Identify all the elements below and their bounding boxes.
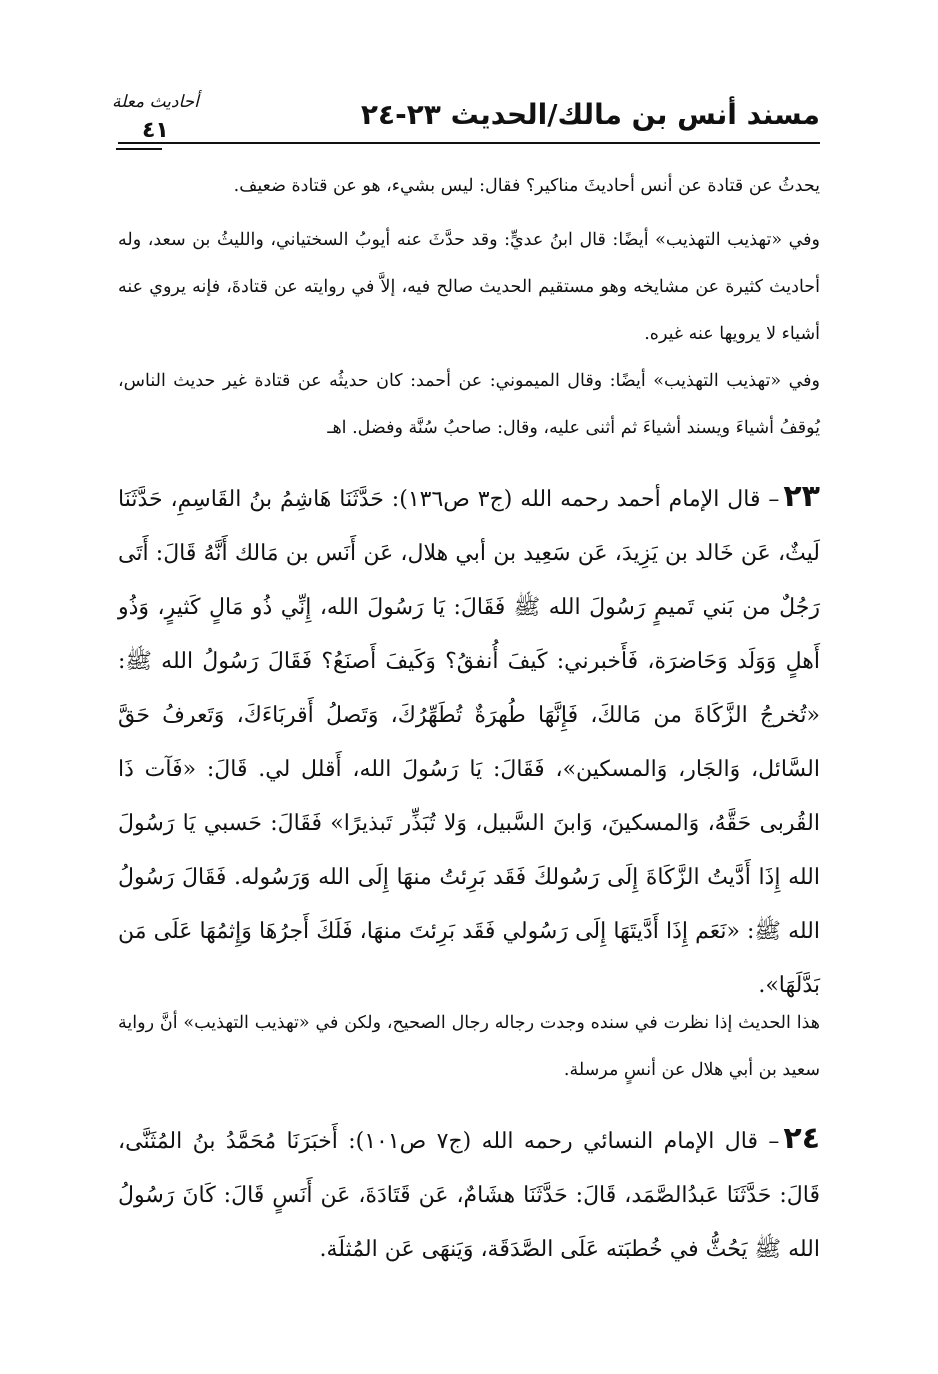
hadith-24-number: ٢٤ xyxy=(783,1121,821,1156)
page-number: ٤١ xyxy=(142,118,169,143)
paragraph-3-block xyxy=(118,358,820,452)
paragraph-2: وفي «تهذيب التهذيب» أيضًا: قال ابنُ عديٍّ: وقد حدَّثَ عنه أيوبُ السختياني، والليثُ بن سعد، وله أحاديث كثيرة عن مشايخه وهو مستقيم الحديث صالح فيه، إلاَّ في روايته عن قتادةَ، فإنه يروي عنه أشياء لا يرويها عنه غيره. xyxy=(118,230,820,344)
hadith-24-block xyxy=(118,1112,820,1277)
hadith-24-text: – قال الإمام النسائي رحمه الله (ج٧ ص١٠١): أَخبَرَنَا مُحَمَّدُ بنُ المُثَنَّى، قَالَ: حَدَّثَنَا عَبدُالصَّمَد، قَالَ: حَدَّثَنَا هشَامٌ، عَن قَتَادَةَ، عَن أَنَسٍ قَالَ: كَانَ رَسُولُ الله ﷺ يَحُثُّ في خُطبَته عَلَى الصَّدَقَة، وَيَنهَى عَن المُثلَة. xyxy=(118,1129,820,1262)
paragraph-3: وفي «تهذيب التهذيب» أيضًا: وقال الميموني: عن أحمد: كان حديثُه عن قتادة غير حديث الناس، يُوقفُ أشياءَ ويسند أشياءَ ثم أثنى عليه، وقال: صاحبُ سُنَّة وفضل. اهـ xyxy=(118,371,820,438)
hadith-23 xyxy=(118,470,820,1013)
hadith-24 xyxy=(118,1112,820,1277)
paragraph-4: هذا الحديث إذا نظرت في سنده وجدت رجاله رجال الصحيح، ولكن في «تهذيب التهذيب» أنَّ رواية سعيد بن أبي هلال عن أنسٍ مرسلة. xyxy=(118,1013,820,1080)
hadith-23-block xyxy=(118,470,820,1013)
paragraph-4-block xyxy=(118,1000,820,1094)
header-rule xyxy=(118,142,820,144)
running-header-title: مسند أنس بن مالك/الحديث ٢٣-٢٤ xyxy=(360,98,820,131)
page-number-underline xyxy=(116,148,162,150)
hadith-23-number: ٢٣ xyxy=(783,479,820,514)
corner-label: أحاديث معلة xyxy=(112,92,199,112)
paragraph-1-block xyxy=(118,163,820,210)
hadith-23-text: – قال الإمام أحمد رحمه الله (ج٣ ص١٣٦): حَدَّثَنَا هَاشِمُ بنُ القَاسِمِ، حَدَّثَنَا لَيثٌ، عَن خَالد بن يَزِيدَ، عَن سَعِيد بن أبي هلال، عَن أَنَس بن مَالك أَنَّهُ قَالَ: أَتَى رَجُلٌ من بَني تَميمٍ رَسُولَ الله ﷺ فَقَالَ: يَا رَسُولَ الله، إِنِّي ذُو مَالٍ كَثيرٍ، وَذُو أَهلٍ وَوَلَد وَحَاضرَة، فَأَخبرني: كَيفَ أُنفقُ؟ وَكَيفَ أَصنَعُ؟ فَقَالَ رَسُولُ الله ﷺ: «تُخرجُ الزَّكَاةَ من مَالكَ، فَإِنَّهَا طُهرَةٌ تُطَهِّرُكَ، وَتَصلُ أَقربَاءَكَ، وَتَعرفُ حَقَّ السَّائل، وَالجَار، وَالمسكين»، فَقَالَ: يَا رَسُولَ الله، أَقلل لي. قَالَ: «فَآت ذَا القُربى حَقَّهُ، وَالمسكينَ، وَابنَ السَّبيل، وَلا تُبَذِّر تَبذيرًا» فَقَالَ: حَسبي يَا رَسُولَ الله إِذَا أَدَّيتُ الزَّكَاةَ إِلَى رَسُولكَ فَقَد بَرِئتُ منهَا إِلَى الله وَرَسُوله. فَقَالَ رَسُولُ الله ﷺ: «نَعَم إِذَا أَدَّيتَهَا إِلَى رَسُولي فَقَد بَرِئتَ منهَا، فَلَكَ أَجرُهَا وَإِثمُهَا عَلَى مَن بَدَّلَهَا». xyxy=(118,487,820,998)
paragraph-1: يحدثُ عن قتادة عن أنس أحاديثَ مناكير؟ فقال: ليس بشيء، هو عن قتادة ضعيف. xyxy=(233,176,820,196)
paragraph-2-block xyxy=(118,217,820,358)
